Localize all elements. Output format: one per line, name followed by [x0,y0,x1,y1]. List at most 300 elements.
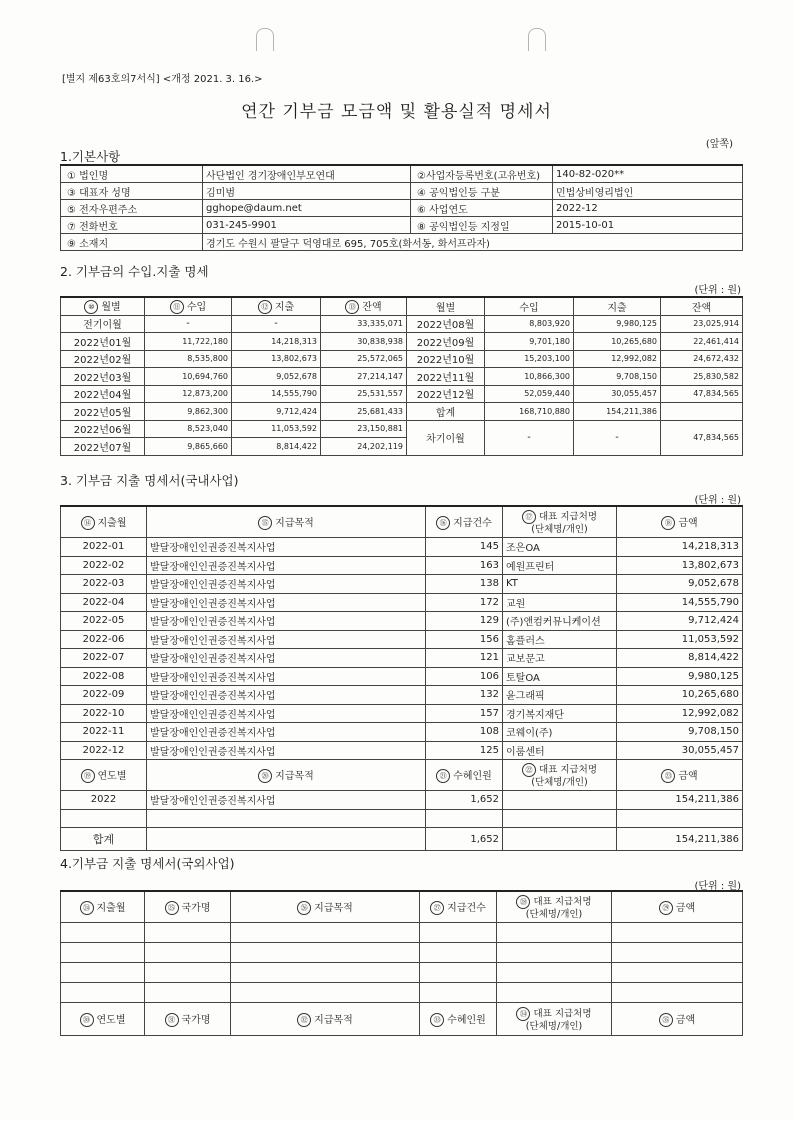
item-number-marker: ⑯ [436,516,450,530]
income-expense-row [61,403,743,421]
domestic-row [61,686,743,705]
column-header: 월별 [407,297,485,315]
empty-cell [231,963,420,983]
expense-cell: 154,211,386 [574,403,661,421]
column-header-label: 대표 지급처명 [533,1008,592,1019]
month-cell: 2022-05 [61,612,147,631]
expense-cell: 14,555,790 [232,385,321,403]
item-number-marker: ⑱ [661,516,675,530]
balance-cell: 47,834,565 [661,385,743,403]
count-cell: 125 [426,741,503,760]
expense-cell: 9,712,424 [232,403,321,421]
column-header [61,760,147,791]
column-header-label: (단체명/개인) [531,523,588,535]
balance-cell: 25,531,557 [321,385,407,403]
amount-cell: 10,265,680 [617,686,743,705]
amount-cell: 9,708,150 [617,723,743,742]
empty-cell [420,923,497,943]
item-number-marker: ㉛ [165,1013,179,1027]
section2-unit: (단위 : 원) [694,285,741,296]
amount-cell: 30,055,457 [617,741,743,760]
empty-cell [497,943,612,963]
empty-cell [503,809,617,828]
purpose-cell: 발달장애인인권증진복지사업 [147,704,426,723]
payee-cell: 경기복지재단 [503,704,617,723]
page-side-note: (앞쪽) [705,139,733,150]
field-label: ⑦ 전화번호 [61,217,203,234]
field-value: 2015-10-01 [553,217,743,234]
domestic-year-row [61,791,743,810]
column-header [61,1003,145,1036]
month-cell: 2022-04 [61,593,147,612]
expense-cell: 14,218,313 [232,333,321,351]
domestic-row [61,630,743,649]
payee-cell: 홈플러스 [503,630,617,649]
count-cell: 108 [426,723,503,742]
income-cell: 10,694,760 [145,368,232,386]
field-value: 김미범 [203,183,411,200]
income-cell: 15,203,100 [485,350,574,368]
column-header-label: (단체명/개인) [525,1020,583,1032]
domestic-row [61,741,743,760]
column-header-label: 국가명 [181,1015,211,1026]
field-label: ②사업자등록번호(고유번호) [411,165,553,183]
address-label: ⑨ 소재지 [61,234,203,251]
expense-cell: 10,265,680 [574,333,661,351]
column-header-label: 지급건수 [447,903,486,914]
balance-cell: 27,214,147 [321,368,407,386]
domestic-row [61,538,743,557]
purpose-cell: 발달장애인인권증진복지사업 [147,741,426,760]
column-header [61,506,147,538]
expense-cell: 9,980,125 [574,315,661,333]
domestic-blank-row [61,809,743,828]
amount-cell: 14,555,790 [617,593,743,612]
field-value: 사단법인 경기장애인부모연대 [203,165,411,183]
column-header-label: 지급목적 [275,518,314,529]
month-cell: 2022년06월 [61,420,145,438]
column-header-label: 지출월 [96,903,126,914]
balance-cell [661,403,743,421]
balance-cell: 22,461,414 [661,333,743,351]
column-header: 지출 [574,297,661,315]
punch-hole-left [256,28,274,51]
payee-cell [503,791,617,810]
income-cell: 12,873,200 [145,385,232,403]
column-header-label: 지급목적 [275,771,314,782]
empty-cell [612,943,743,963]
empty-cell [420,943,497,963]
month-cell: 2022-11 [61,723,147,742]
income-expense-row [61,333,743,351]
column-header [503,506,617,538]
empty-cell [61,983,145,1003]
total-label: 합계 [61,828,147,851]
column-header-label: 잔액 [362,302,382,314]
field-label: ④ 공익법인등 구분 [411,183,553,200]
carry-income-cell: - [485,420,574,455]
item-number-marker: ㉖ [297,901,311,915]
purpose-cell: 발달장애인인권증진복지사업 [147,723,426,742]
month-cell: 2022-02 [61,556,147,575]
item-number-marker: ㉙ [659,901,673,915]
column-header [612,891,743,923]
form-note: [별지 제63호의7서식] <개정 2021. 3. 16.> [62,74,263,85]
income-cell: 11,722,180 [145,333,232,351]
carry-forward-label: 차기이월 [407,420,485,455]
empty-cell [231,923,420,943]
income-cell: 9,865,660 [145,438,232,456]
month-cell: 2022년12월 [407,385,485,403]
domestic-year-header-row [61,760,743,791]
payee-cell: 조은OA [503,538,617,557]
column-header-label: 수혜인원 [447,1015,486,1026]
balance-cell: 33,335,071 [321,315,407,333]
foreign-year-header-row [61,1003,743,1036]
count-cell: 156 [426,630,503,649]
empty-cell [497,963,612,983]
empty-cell [61,943,145,963]
column-header-label: 지급목적 [314,1015,353,1026]
column-header [612,1003,743,1036]
item-number-marker: ⑰ [522,510,536,524]
people-cell: 1,652 [426,791,503,810]
empty-cell [231,983,420,1003]
column-header-label: 지급목적 [314,903,353,914]
empty-cell [61,963,145,983]
foreign-expense-table [60,890,743,1036]
count-cell: 157 [426,704,503,723]
punch-hole-right [528,28,546,51]
column-header-label: 대표 지급처명 [538,511,598,522]
column-header-label: 연도별 [96,1015,126,1026]
empty-cell [497,983,612,1003]
empty-cell [147,809,426,828]
column-header-label: 국가명 [181,903,211,914]
item-number-marker: ㉒ [522,763,536,777]
month-cell: 2022년01월 [61,333,145,351]
payee-cell: 예원프린터 [503,556,617,575]
balance-cell: 30,838,938 [321,333,407,351]
address-row [61,234,743,251]
income-expense-row [61,315,743,333]
month-cell: 합계 [407,403,485,421]
payee-cell: 교보문고 [503,649,617,668]
column-header [231,1003,420,1036]
column-header [426,506,503,538]
column-header-label: (단체명/개인) [531,776,588,788]
item-number-marker: ㉜ [297,1013,311,1027]
section1-heading: 1.기본사항 [60,149,121,164]
purpose-cell: 발달장애인인권증진복지사업 [147,556,426,575]
empty-cell [497,923,612,943]
expense-cell: 12,992,082 [574,350,661,368]
income-cell: 168,710,880 [485,403,574,421]
payee-cell: 교원 [503,593,617,612]
column-header: 잔액 [661,297,743,315]
purpose-cell: 발달장애인인권증진복지사업 [147,686,426,705]
column-header [231,891,420,923]
balance-cell: 23,025,914 [661,315,743,333]
expense-cell: 9,708,150 [574,368,661,386]
income-expense-row [61,420,743,438]
item-number-marker: ㉗ [430,901,444,915]
month-cell: 2022-07 [61,649,147,668]
payee-cell: (주)앤컴커뮤니케이션 [503,612,617,631]
column-header [147,506,426,538]
item-number-marker: ⑮ [258,516,272,530]
month-cell: 전기이월 [61,315,145,333]
expense-cell: - [232,315,321,333]
column-header [497,1003,612,1036]
domestic-header-row [61,506,743,538]
payee-cell: 토탈OA [503,667,617,686]
item-number-marker: ㉑ [436,769,450,783]
column-header [61,297,145,315]
item-number-marker: ⑫ [258,300,272,314]
income-expense-row [61,368,743,386]
column-header: 수입 [485,297,574,315]
month-cell: 2022년05월 [61,403,145,421]
carry-expense-cell: - [574,420,661,455]
field-label: ⑤ 전자우편주소 [61,200,203,217]
column-header [503,760,617,791]
purpose-cell: 발달장애인인권증진복지사업 [147,538,426,557]
purpose-cell: 발달장애인인권증진복지사업 [147,593,426,612]
expense-cell: 13,802,673 [232,350,321,368]
balance-cell: 25,681,433 [321,403,407,421]
income-expense-row [61,385,743,403]
column-header [426,760,503,791]
empty-cell [61,923,145,943]
column-header [232,297,321,315]
column-header-label: 대표 지급처명 [538,764,598,775]
empty-cell [420,963,497,983]
payee-cell: 윤그래픽 [503,686,617,705]
empty-cell [612,983,743,1003]
amount-cell: 14,218,313 [617,538,743,557]
purpose-cell: 발달장애인인권증진복지사업 [147,575,426,594]
column-header-label: 지급건수 [453,518,492,529]
empty-cell [617,809,743,828]
foreign-empty-row [61,943,743,963]
income-cell: 9,862,300 [145,403,232,421]
basic-info-row [61,165,743,183]
section4-heading: 4.기부금 지출 명세서(국외사업) [60,856,235,871]
income-expense-table [60,296,743,456]
column-header [61,891,145,923]
foreign-header-row [61,891,743,923]
income-cell: 52,059,440 [485,385,574,403]
item-number-marker: ⑩ [84,300,98,314]
empty-cell [231,943,420,963]
basic-info-row [61,200,743,217]
month-cell: 2022-03 [61,575,147,594]
count-cell: 138 [426,575,503,594]
month-cell: 2022년10월 [407,350,485,368]
domestic-total-row [61,828,743,851]
domestic-row [61,612,743,631]
basic-info-table [60,164,743,251]
item-number-marker: ⑪ [170,300,184,314]
expense-cell: 8,814,422 [232,438,321,456]
column-header-label: 지출 [274,302,295,314]
field-label: ⑥ 사업연도 [411,200,553,217]
basic-info-row [61,217,743,234]
section2-heading: 2. 기부금의 수입.지출 명세 [60,264,209,279]
column-header [617,506,743,538]
income-cell: - [145,315,232,333]
column-header-label: 금액 [675,1015,696,1026]
income-expense-header-row [61,297,743,315]
expense-cell: 11,053,592 [232,420,321,438]
column-header-label: 대표 지급처명 [533,896,592,907]
field-value: 140-82-020** [553,165,743,183]
income-cell: 8,803,920 [485,315,574,333]
expense-cell: 9,052,678 [232,368,321,386]
empty-cell [145,943,231,963]
item-number-marker: ㉔ [80,901,94,915]
year-cell: 2022 [61,791,147,810]
amount-cell: 154,211,386 [617,791,743,810]
column-header [145,297,232,315]
amount-cell: 8,814,422 [617,649,743,668]
count-cell: 163 [426,556,503,575]
month-cell: 2022년04월 [61,385,145,403]
column-header-label: 금액 [675,903,696,914]
payee-cell: 이룸센터 [503,741,617,760]
empty-cell [426,809,503,828]
field-label: ③ 대표자 성명 [61,183,203,200]
amount-cell: 9,712,424 [617,612,743,631]
purpose-cell: 발달장애인인권증진복지사업 [147,630,426,649]
item-number-marker: ⑭ [81,516,95,530]
empty-cell [145,923,231,943]
count-cell: 132 [426,686,503,705]
balance-cell: 23,150,881 [321,420,407,438]
column-header-label: 수입 [186,302,207,314]
month-cell: 2022-12 [61,741,147,760]
domestic-row [61,575,743,594]
field-value: 민법상비영리법인 [553,183,743,200]
count-cell: 121 [426,649,503,668]
total-amount-cell: 154,211,386 [617,828,743,851]
item-number-marker: ㉟ [659,1013,673,1027]
field-value: gghope@daum.net [203,200,411,217]
section3-heading: 3. 기부금 지출 명세서(국내사업) [60,473,239,488]
month-cell: 2022-06 [61,630,147,649]
column-header [420,891,497,923]
income-cell: 9,701,180 [485,333,574,351]
domestic-row [61,556,743,575]
balance-cell: 25,572,065 [321,350,407,368]
month-cell: 2022-08 [61,667,147,686]
document-title: 연간 기부금 모금액 및 활용실적 명세서 [241,102,552,122]
column-header-label: 지출월 [97,518,127,529]
domestic-expense-table [60,505,743,851]
column-header [497,891,612,923]
month-cell: 2022년08월 [407,315,485,333]
empty-cell [145,983,231,1003]
balance-cell: 25,830,582 [661,368,743,386]
empty-cell [503,828,617,851]
expense-cell: 30,055,457 [574,385,661,403]
section4-unit: (단위 : 원) [694,881,741,892]
domestic-row [61,667,743,686]
month-cell: 2022년07월 [61,438,145,456]
column-header [147,760,426,791]
purpose-cell: 발달장애인인권증진복지사업 [147,667,426,686]
month-cell: 2022년03월 [61,368,145,386]
empty-cell [61,809,147,828]
section3-unit: (단위 : 원) [694,495,741,506]
field-value: 2022-12 [553,200,743,217]
column-header-label: (단체명/개인) [525,908,583,920]
income-cell: 10,866,300 [485,368,574,386]
column-header [617,760,743,791]
balance-cell: 24,202,119 [321,438,407,456]
domestic-row [61,723,743,742]
address-value: 경기도 수원시 팔달구 덕영대로 695, 705호(화서동, 화서프라자) [203,234,743,251]
empty-cell [612,923,743,943]
count-cell: 145 [426,538,503,557]
count-cell: 129 [426,612,503,631]
income-cell: 8,523,040 [145,420,232,438]
column-header [145,891,231,923]
income-expense-row [61,350,743,368]
month-cell: 2022-09 [61,686,147,705]
foreign-empty-row [61,923,743,943]
field-label: ⑧ 공익법인등 지정일 [411,217,553,234]
income-cell: 8,535,800 [145,350,232,368]
month-cell: 2022-01 [61,538,147,557]
foreign-empty-row [61,983,743,1003]
amount-cell: 9,980,125 [617,667,743,686]
month-cell: 2022년11월 [407,368,485,386]
domestic-row [61,704,743,723]
item-number-marker: ㉓ [661,769,675,783]
item-number-marker: ㉘ [516,895,530,909]
balance-cell: 24,672,432 [661,350,743,368]
payee-cell: 코웨이(주) [503,723,617,742]
field-value: 031-245-9901 [203,217,411,234]
empty-cell [145,963,231,983]
count-cell: 106 [426,667,503,686]
domestic-row [61,593,743,612]
empty-cell [612,963,743,983]
item-number-marker: ⑬ [345,300,359,314]
empty-cell [420,983,497,1003]
empty-cell [147,828,426,851]
total-people-cell: 1,652 [426,828,503,851]
item-number-marker: ㉚ [80,1013,94,1027]
month-cell: 2022-10 [61,704,147,723]
column-header-label: 월별 [101,302,121,314]
amount-cell: 12,992,082 [617,704,743,723]
basic-info-row [61,183,743,200]
month-cell: 2022년09월 [407,333,485,351]
amount-cell: 13,802,673 [617,556,743,575]
column-header-label: 금액 [678,771,698,782]
domestic-row [61,649,743,668]
column-header [145,1003,231,1036]
amount-cell: 11,053,592 [617,630,743,649]
foreign-empty-row [61,963,743,983]
payee-cell: KT [503,575,617,594]
amount-cell: 9,052,678 [617,575,743,594]
column-header [420,1003,497,1036]
purpose-cell: 발달장애인인권증진복지사업 [147,612,426,631]
